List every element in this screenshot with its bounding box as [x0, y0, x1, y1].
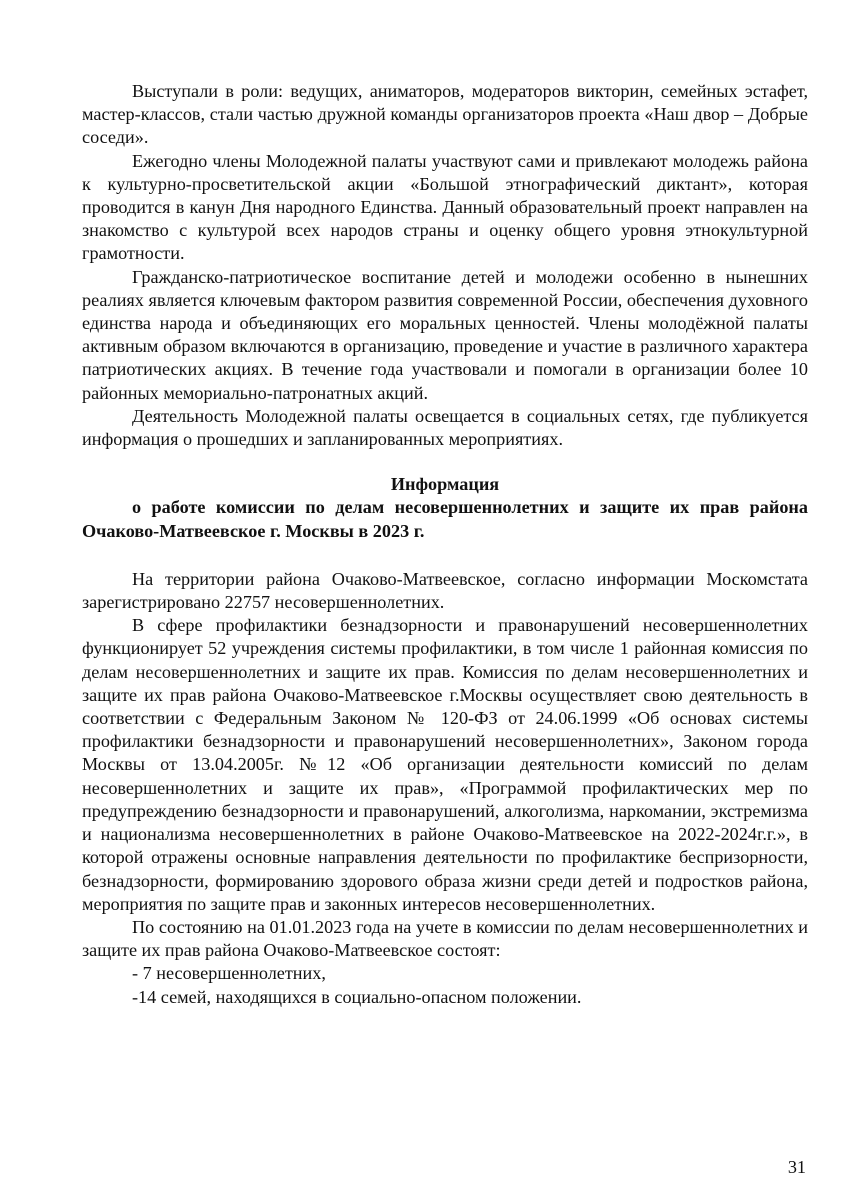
section-subtitle: о работе комиссии по делам несовершеннолетних и защите их прав района Очаково-Матвеевское г. Москвы в 2023 г. [82, 497, 808, 541]
document-page [82, 80, 808, 1009]
intro-paragraph-2: Ежегодно члены Молодежной палаты участвуют сами и привлекают молодежь района к культурно-просветительской акции «Большой этнографический диктант», которая проводится в канун Дня народного Единства. Данный образовательный проект направлен на знакомство с культурой всех народов страны и оценку общего уровня этнокультурной грамотности. [82, 150, 808, 264]
section-title: Информация [390, 474, 500, 495]
intro-paragraph-3: Гражданско-патриотическое воспитание детей и молодежи особенно в нынешних реалиях является ключевым фактором развития современной России, обеспечения духовного единства народа и объединяющих его моральных ценностей. Члены молодёжной палаты активным образом включаются в организацию, проведение и участие в различного характера патриотических акциях. В течение года участвовали и помогали в организации более 10 районных мемориально-патронатных акций. [82, 266, 808, 403]
list-item: - 7 несовершеннолетних, [132, 963, 326, 984]
intro-paragraph-4: Деятельность Молодежной палаты освещается в социальных сетях, где публикуется информация о прошедших и запланированных мероприятиях. [82, 405, 808, 450]
body-paragraph-1: На территории района Очаково-Матвеевское, согласно информации Москомстата зарегистрировано 22757 несовершеннолетних. [82, 568, 808, 613]
section-heading [82, 473, 808, 543]
page-number: 31 [787, 1157, 806, 1177]
body-paragraph-2: В сфере профилактики безнадзорности и правонарушений несовершеннолетних функционирует 52 учреждения системы профилактики, в том числе 1 районная комиссия по делам несовершеннолетних и защите их прав. Комиссия по делам несовершеннолетних и защите их прав района Очаково-Матвеевское г.Москвы осуществляет свою деятельность в соответствии с Федеральным Законом № 120-ФЗ от 24.06.1999 «Об основах системы профилактики безнадзорности и правонарушений несовершеннолетних», Законом города Москвы от 13.04.2005г. №12 «Об организации деятельности комиссий по делам несовершеннолетних и защите их прав», «Программой профилактических мер по предупреждению безнадзорности и правонарушений, алкоголизма, наркомании, экстремизма и национализма несовершеннолетних в районе Очаково-Матвеевское на 2022-2024г.г.», в которой отражены основные направления деятельности по профилактике беспризорности, безнадзорности, формированию здорового образа жизни среди детей и подростков района, мероприятия по защите прав и законных интересов несовершеннолетних. [82, 615, 808, 914]
list-item: -14 семей, находящихся в социально-опасном положении. [132, 986, 582, 1007]
intro-paragraph-1: Выступали в роли: ведущих, аниматоров, модераторов викторин, семейных эстафет, мастер-классов, стали частью дружной команды организаторов проекта «Наш двор – Добрые соседи». [82, 81, 808, 148]
body-paragraph-3: По состоянию на 01.01.2023 года на учете в комиссии по делам несовершеннолетних и защите их прав района Очаково-Матвеевское состоят: [82, 916, 808, 961]
